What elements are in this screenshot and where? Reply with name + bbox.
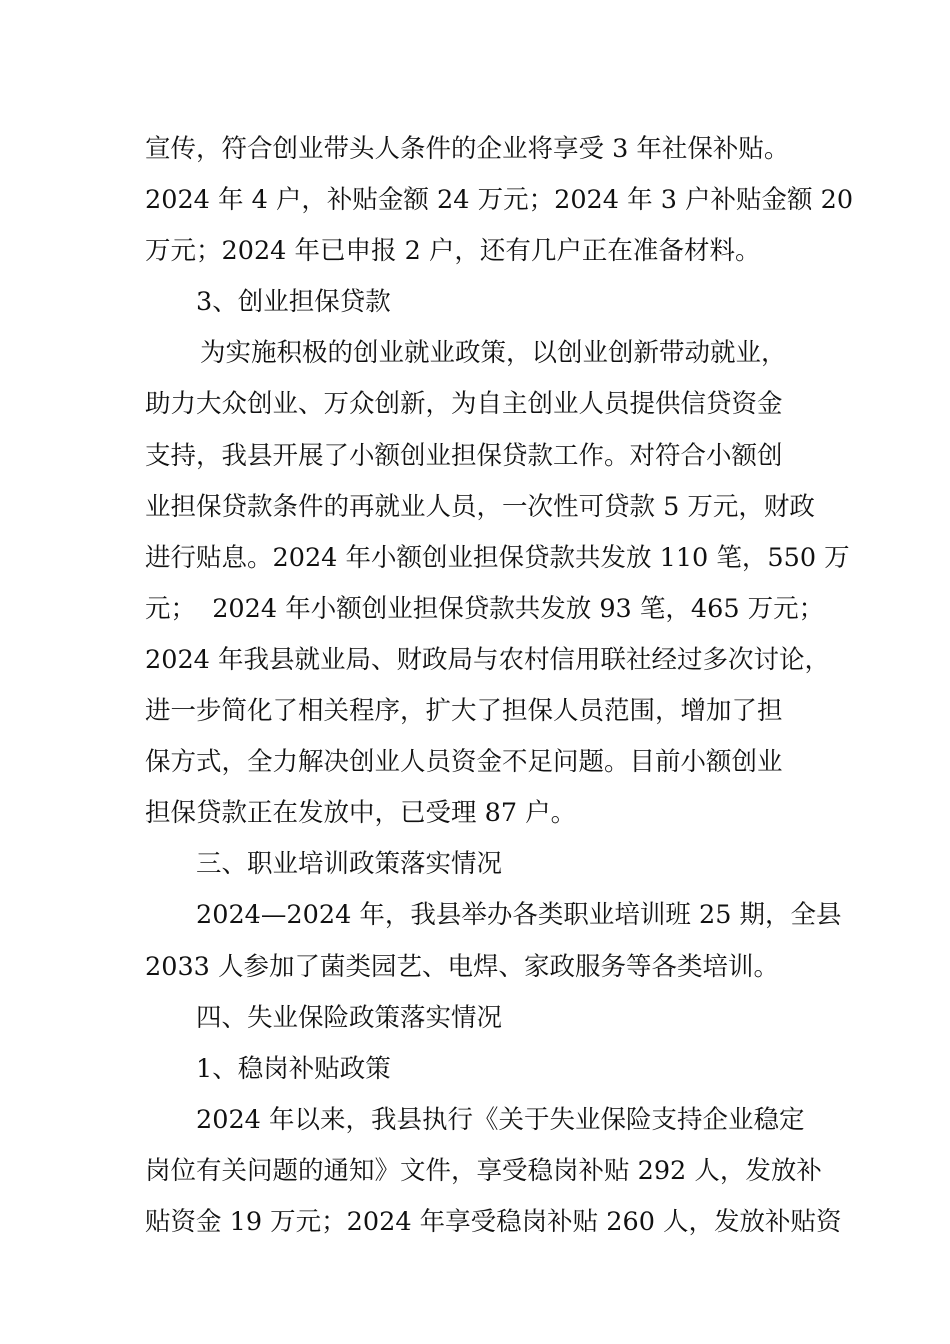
section-heading: 1、稳岗补贴政策 xyxy=(196,1053,391,1084)
text-line: 贴资金 19 万元；2024 年享受稳岗补贴 260 人，发放补贴资 xyxy=(145,1206,842,1237)
text-line: 担保贷款正在发放中，已受理 87 户。 xyxy=(145,798,577,829)
paragraph-first-line: 2024 年以来，我县执行《关于失业保险支持企业稳定 xyxy=(196,1104,805,1135)
paragraph-first-line: 为实施积极的创业就业政策，以创业创新带动就业， xyxy=(200,338,787,369)
section-heading: 四、失业保险政策落实情况 xyxy=(196,1002,503,1033)
text-line: 支持，我县开展了小额创业担保贷款工作。对符合小额创 xyxy=(145,440,783,471)
text-line: 进行贴息。2024 年小额创业担保贷款共发放 110 笔，550 万 xyxy=(145,542,850,573)
text-line: 元； 2024 年小额创业担保贷款共发放 93 笔，465 万元； xyxy=(145,593,825,624)
text-line: 2024 年 4 户，补贴金额 24 万元；2024 年 3 户补贴金额 20 xyxy=(145,185,854,216)
paragraph-first-line: 2024—2024 年，我县举办各类职业培训班 25 期，全县 xyxy=(196,900,842,931)
section-heading: 3、创业担保贷款 xyxy=(196,287,391,318)
text-line: 保方式，全力解决创业人员资金不足问题。目前小额创业 xyxy=(145,747,783,778)
text-line: 2024 年我县就业局、财政局与农村信用联社经过多次讨论， xyxy=(145,644,831,675)
section-heading: 三、职业培训政策落实情况 xyxy=(196,849,503,880)
text-line: 助力大众创业、万众创新，为自主创业人员提供信贷资金 xyxy=(145,389,783,420)
document-body xyxy=(145,124,854,1248)
text-line: 万元；2024 年已申报 2 户，还有几户正在准备材料。 xyxy=(145,236,761,267)
text-line: 宣传，符合创业带头人条件的企业将享受 3 年社保补贴。 xyxy=(145,134,790,164)
text-line: 业担保贷款条件的再就业人员，一次性可贷款 5 万元，财政 xyxy=(145,491,815,522)
text-line: 2033 人参加了菌类园艺、电焊、家政服务等各类培训。 xyxy=(145,951,780,982)
text-line: 岗位有关问题的通知》文件，享受稳岗补贴 292 人，发放补 xyxy=(145,1155,822,1186)
text-line: 进一步简化了相关程序，扩大了担保人员范围，增加了担 xyxy=(145,696,783,727)
